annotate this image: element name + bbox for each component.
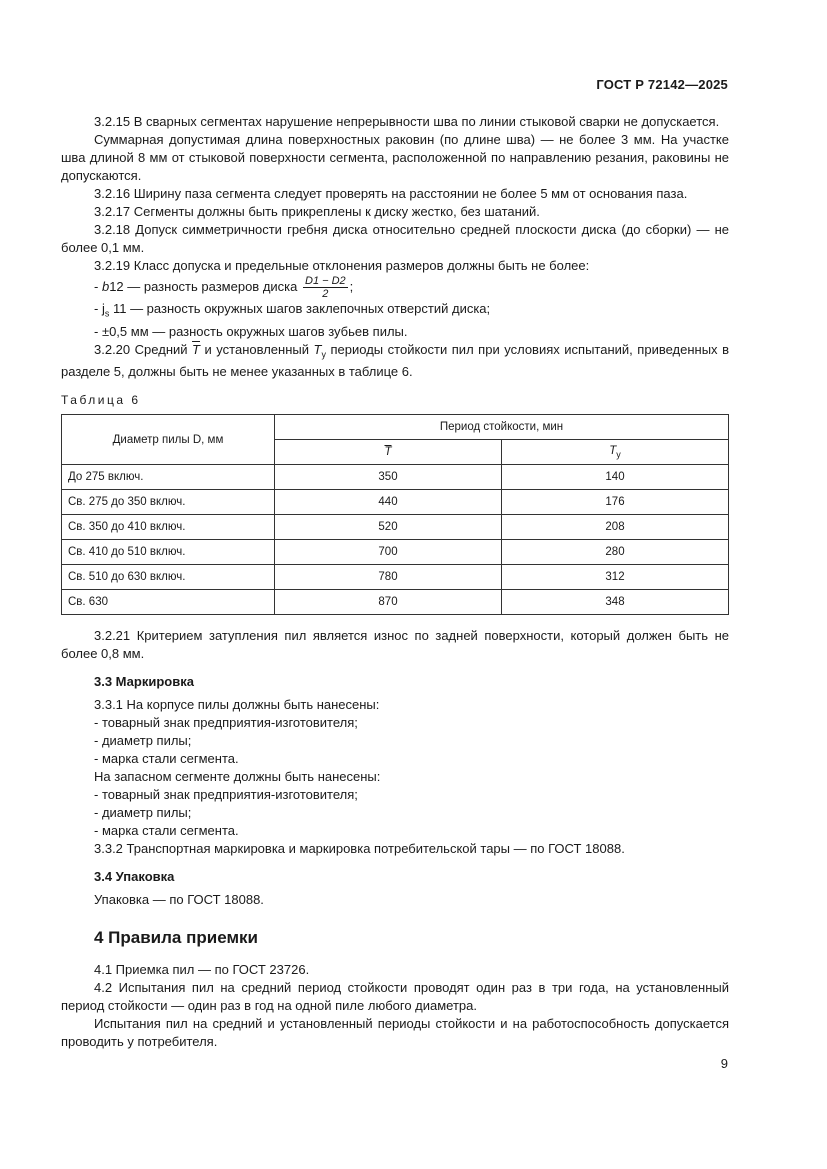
paragraph-4-1: 4.1 Приемка пил — по ГОСТ 23726.: [94, 962, 310, 978]
paragraph-3-3-1: 3.3.1 На корпусе пилы должны быть нанесены:: [94, 697, 380, 713]
paragraph-3-2-21: 3.2.21 Критерием затупления пил является износ по задней поверхности, который должен быть не более 0,8 мм.: [61, 628, 729, 662]
heading-3-3: 3.3 Маркировка: [94, 674, 194, 690]
p3220-a: 3.2.20 Средний: [94, 341, 193, 357]
table-6: [61, 414, 729, 615]
document-id: ГОСТ Р 72142—2025: [596, 77, 728, 92]
list-item: - марка стали сегмента.: [94, 751, 239, 767]
cell-diameter: Св. 410 до 510 включ.: [62, 540, 275, 565]
list-item-b12: [61, 275, 729, 300]
list-item: - товарный знак предприятия-изготовителя;: [94, 715, 358, 731]
paragraph-3-2-16: 3.2.16 Ширину паза сегмента следует проверять на расстоянии не более 5 мм от основания паза.: [94, 186, 688, 201]
cell-t-set: 140: [502, 465, 729, 490]
cell-t-mean: 520: [275, 515, 502, 540]
cell-t-set: 348: [502, 590, 729, 615]
paragraph-4-2: 4.2 Испытания пил на средний период стойкости проводят один раз в три года, на установленный период стойкости — один раз в год на одной пиле любого диаметра.: [61, 980, 729, 1014]
list-item: - диаметр пилы;: [94, 805, 192, 821]
paragraph-3-2-15: 3.2.15 В сварных сегментах нарушение непрерывности шва по линии стыковой сварки не допускается.: [94, 114, 720, 129]
paragraph-packaging: Упаковка — по ГОСТ 18088.: [94, 892, 264, 908]
paragraph-spare-segment: На запасном сегменте должны быть нанесены:: [94, 769, 381, 785]
paragraph-4-2-consumer: Испытания пил на средний и установленный периоды стойкости и на работоспособность допускается проводить у потребителя.: [61, 1016, 729, 1050]
header-period: Период стойкости, мин: [275, 415, 729, 440]
heading-3-4: 3.4 Упаковка: [94, 869, 175, 885]
table-row: [62, 490, 729, 515]
cell-t-mean: 350: [275, 465, 502, 490]
paragraph-3-2-19: 3.2.19 Класс допуска и предельные отклонения размеров должны быть не более:: [94, 258, 590, 273]
table-row: [62, 590, 729, 615]
cell-diameter: Св. 350 до 410 включ.: [62, 515, 275, 540]
cell-t-mean: 440: [275, 490, 502, 515]
cell-t-mean: 780: [275, 565, 502, 590]
cell-diameter: До 275 включ.: [62, 465, 275, 490]
list-item: - марка стали сегмента.: [94, 823, 239, 839]
fraction-numerator: D1 − D2: [305, 275, 346, 287]
table-row: [62, 540, 729, 565]
cell-t-set: 312: [502, 565, 729, 590]
header-t-mean: [275, 440, 502, 465]
header-t-mean-symbol: $\overline{T}$: [384, 446, 392, 459]
symbol-t-set-subscript: у: [321, 349, 326, 360]
header-t-set-subscript: у: [616, 448, 621, 459]
cell-t-set: 280: [502, 540, 729, 565]
fraction-denominator: 2: [322, 288, 329, 300]
fraction: [303, 275, 348, 300]
page-content: [61, 113, 729, 1051]
paragraph-3-3-2: 3.3.2 Транспортная маркировка и маркировка потребительской тары — по ГОСТ 18088.: [94, 841, 625, 857]
list-item: - диаметр пилы;: [94, 733, 192, 749]
list-item-js11: [61, 300, 729, 323]
table-header-row: [62, 415, 729, 440]
list-dash: -: [94, 278, 102, 294]
p3220-b: и установленный: [200, 341, 314, 357]
paragraph-3-2-18: 3.2.18 Допуск симметричности гребня диска относительно средней плоскости диска (до сборки) — не более 0,1 мм.: [61, 222, 729, 255]
paragraph-sum-length: Суммарная допустимая длина поверхностных раковин (по длине шва) — не более 3 мм. На участке шва длиной 8 мм от стыковой поверхности сегмента, расположенной по направлению резания, раковины не допускаются.: [61, 132, 729, 183]
cell-t-set: 176: [502, 490, 729, 515]
page-number: 9: [720, 1056, 728, 1071]
heading-4: 4 Правила приемки: [94, 928, 258, 948]
table-row: [62, 565, 729, 590]
b12-end: ;: [349, 278, 354, 294]
header-t-set: [502, 440, 729, 465]
p3220-c: периоды стойкости пил при условиях испытаний, приведенных в разделе 5, должны быть не менее указанных в таблице 6.: [61, 341, 729, 380]
symbol-t-mean: $\overline{T}$: [192, 341, 200, 357]
paragraph-3-2-17: 3.2.17 Сегменты должны быть прикреплены к диску жестко, без шатаний.: [94, 204, 540, 219]
js-prefix: - j: [94, 301, 105, 316]
js-text: 11 — разность окружных шагов заклепочных отверстий диска;: [109, 301, 491, 316]
header-t-set-symbol: T: [609, 444, 617, 457]
cell-diameter: Св. 510 до 630 включ.: [62, 565, 275, 590]
js-subscript: s: [104, 308, 110, 319]
cell-diameter: Св. 630: [62, 590, 275, 615]
symbol-b: b: [101, 278, 110, 294]
paragraph-3-2-20: [61, 341, 729, 382]
cell-t-mean: 870: [275, 590, 502, 615]
symbol-t-set: T: [313, 341, 322, 357]
table-row: [62, 465, 729, 490]
cell-t-mean: 700: [275, 540, 502, 565]
table-caption: Таблица 6: [61, 393, 141, 408]
list-item-pm05: - ±0,5 мм — разность окружных шагов зубьев пилы.: [94, 323, 408, 339]
b12-text: 12 — разность размеров диска: [109, 278, 298, 294]
list-item: - товарный знак предприятия-изготовителя;: [94, 787, 358, 803]
header-diameter: Диаметр пилы D, мм: [62, 415, 275, 465]
table-row: [62, 515, 729, 540]
cell-t-set: 208: [502, 515, 729, 540]
cell-diameter: Св. 275 до 350 включ.: [62, 490, 275, 515]
